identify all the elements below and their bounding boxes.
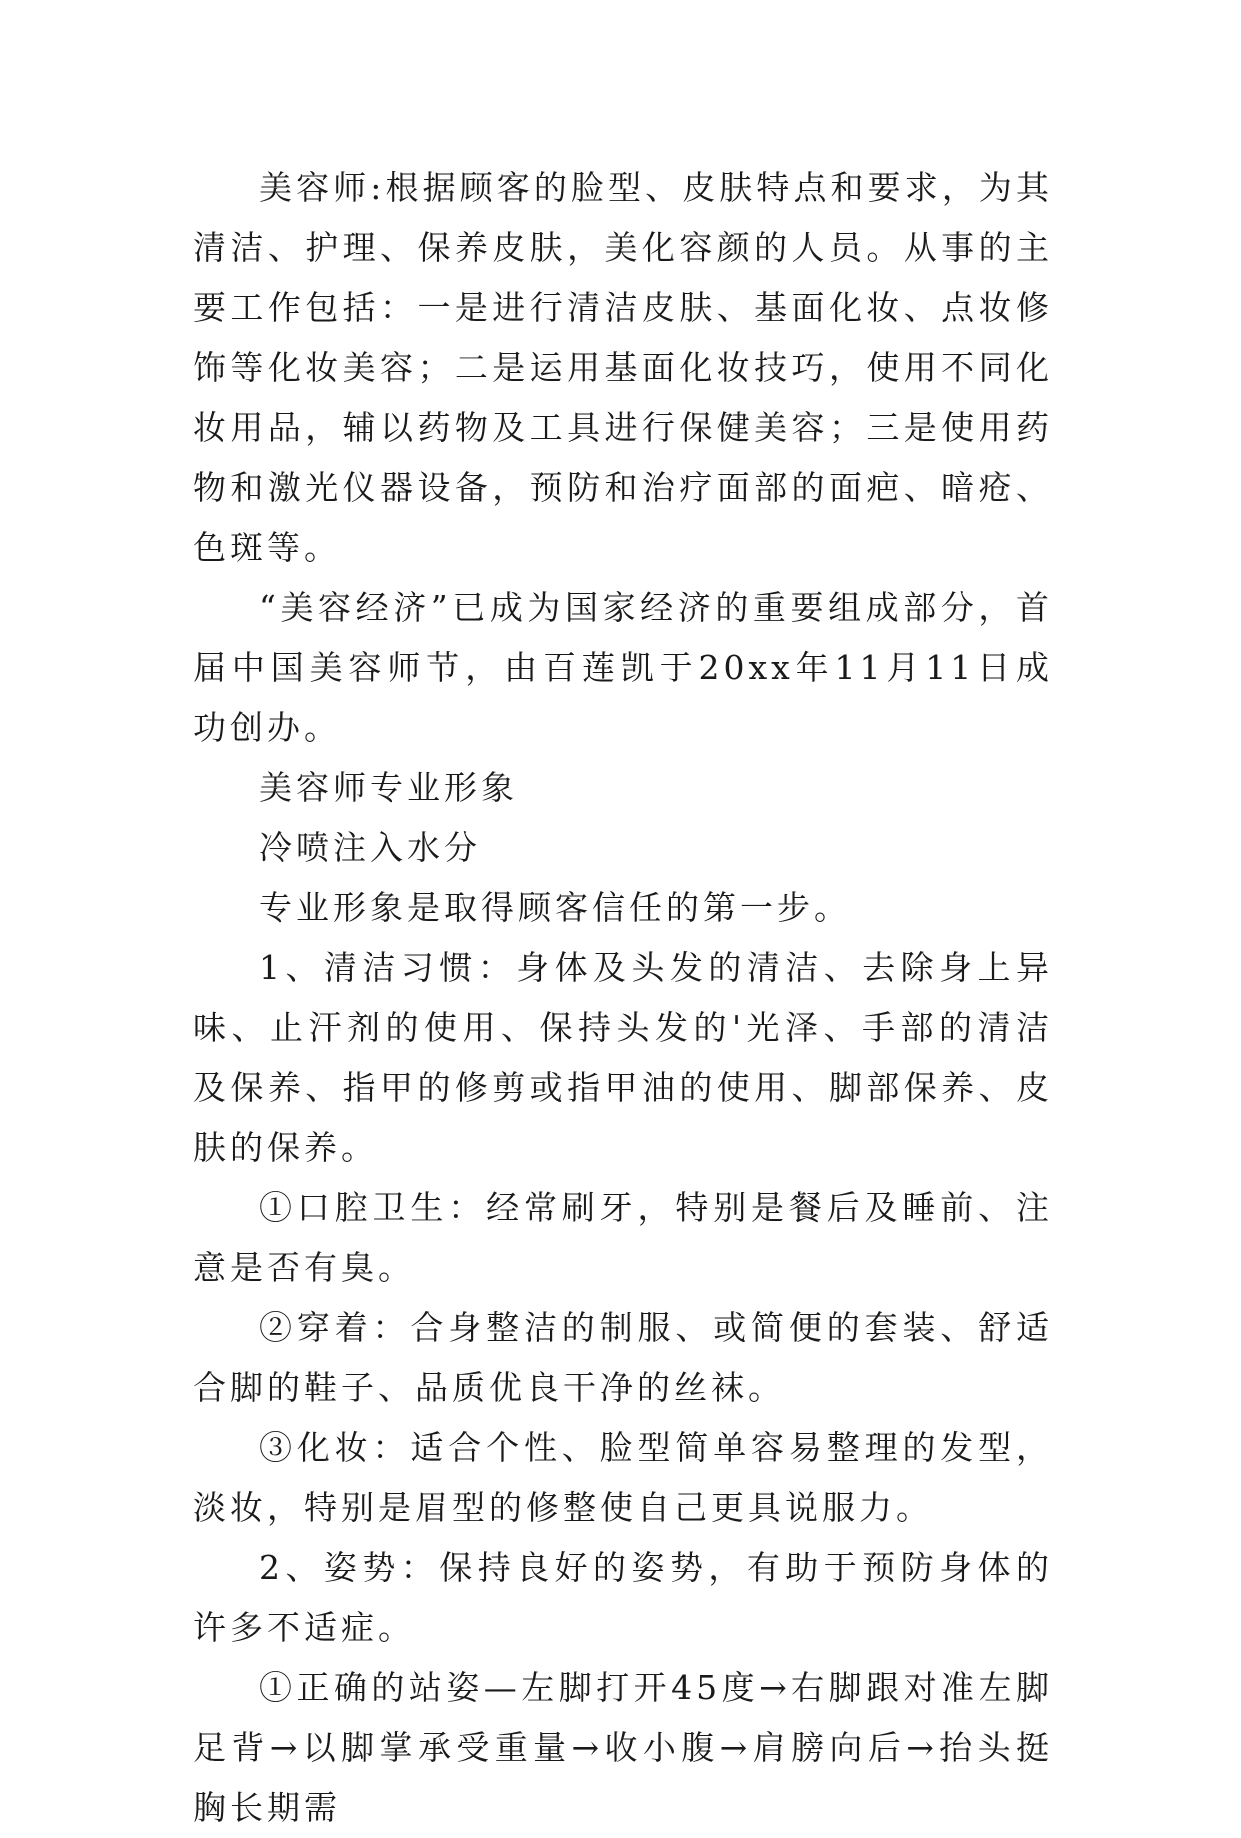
paragraph-clothing: ②穿着：合身整洁的制服、或简便的套装、舒适合脚的鞋子、品质优良干净的丝袜。 [193,1308,1053,1407]
paragraph-oral-hygiene: ①口腔卫生：经常刷牙，特别是餐后及睡前、注意是否有臭。 [193,1188,1053,1287]
paragraph-cold-spray: 冷喷注入水分 [259,828,481,867]
paragraph-beautician-definition: 美容师:根据顾客的脸型、皮肤特点和要求，为其清洁、护理、保养皮肤，美化容颜的人员。从事的主要工作包括：一是进行清洁皮肤、基面化妆、点妆修饰等化妆美容；二是运用基面化妆技巧，使用不同化妆用品，辅以药物及工具进行保健美容；三是使用药物和激光仪器设备，预防和治疗面部的面疤、暗疮、色斑等。 [193,168,1053,567]
paragraph-beauty-economy: “美容经济”已成为国家经济的重要组成部分，首届中国美容师节，由百莲凯于20xx年11月11日成功创办。 [193,588,1053,747]
paragraph-standing-posture: ①正确的站姿—左脚打开45度→右脚跟对准左脚足背→以脚掌承受重量→收小腹→肩膀向后→抬头挺胸长期需 [193,1668,1053,1827]
paragraph-first-step: 专业形象是取得顾客信任的第一步。 [259,888,851,927]
paragraph-professional-image-heading: 美容师专业形象 [259,768,518,807]
paragraph-posture: 2、姿势：保持良好的姿势，有助于预防身体的许多不适症。 [193,1548,1053,1647]
document-body [193,158,1053,1838]
paragraph-makeup: ③化妆：适合个性、脸型简单容易整理的发型，淡妆，特别是眉型的修整使自己更具说服力。 [193,1428,1053,1527]
paragraph-cleaning-habits: 1、清洁习惯：身体及头发的清洁、去除身上异味、止汗剂的使用、保持头发的'光泽、手部的清洁及保养、指甲的修剪或指甲油的使用、脚部保养、皮肤的保养。 [193,948,1053,1167]
